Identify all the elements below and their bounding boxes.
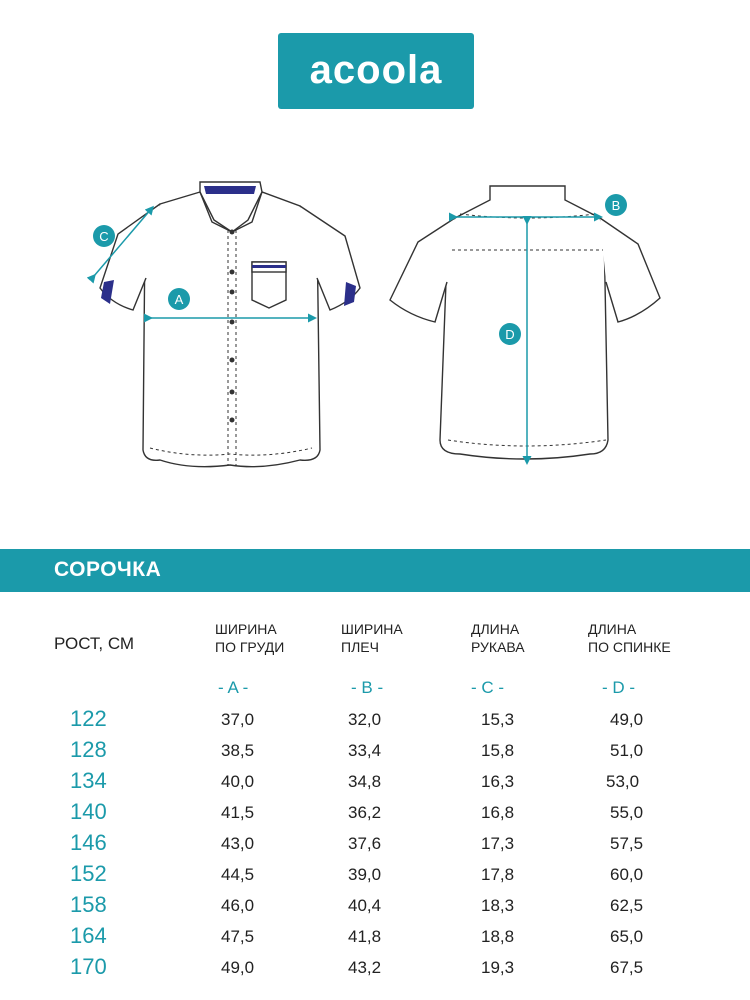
section-title-band bbox=[0, 549, 750, 592]
column-header-a: ШИРИНА ПО ГРУДИ bbox=[215, 621, 285, 655]
row-height: 158 bbox=[70, 892, 107, 917]
cell-d: 55,0 bbox=[610, 803, 644, 822]
cell-b: 36,2 bbox=[348, 803, 382, 822]
column-letter-a: - A - bbox=[218, 678, 249, 697]
column-letter-d: - D - bbox=[602, 678, 636, 697]
cell-a: 38,5 bbox=[221, 741, 255, 760]
cell-c: 17,3 bbox=[481, 834, 515, 853]
cell-a: 37,0 bbox=[221, 710, 255, 729]
section-title: СОРОЧКА bbox=[54, 558, 162, 581]
cell-c: 17,8 bbox=[481, 865, 515, 884]
cell-a: 47,5 bbox=[221, 927, 255, 946]
column-header-d: ДЛИНА ПО СПИНКЕ bbox=[588, 621, 671, 655]
marker-a bbox=[168, 288, 190, 310]
shirt-back-drawing bbox=[390, 186, 660, 459]
cell-b: 43,2 bbox=[348, 958, 382, 977]
cell-b: 33,4 bbox=[348, 741, 382, 760]
cell-c: 15,3 bbox=[481, 710, 515, 729]
cell-b: 32,0 bbox=[348, 710, 382, 729]
row-height: 146 bbox=[70, 830, 107, 855]
brand-logo bbox=[278, 33, 474, 109]
cell-b: 40,4 bbox=[348, 896, 382, 915]
cell-d: 65,0 bbox=[610, 927, 644, 946]
cell-b: 34,8 bbox=[348, 772, 382, 791]
column-header-c: ДЛИНА РУКАВА bbox=[471, 621, 525, 655]
cell-d: 67,5 bbox=[610, 958, 644, 977]
svg-text:B: B bbox=[611, 198, 621, 213]
cell-a: 41,5 bbox=[221, 803, 255, 822]
cell-a: 44,5 bbox=[221, 865, 255, 884]
shirt-front-drawing bbox=[100, 182, 360, 467]
cell-a: 49,0 bbox=[221, 958, 255, 977]
row-height: 152 bbox=[70, 861, 107, 886]
cell-b: 39,0 bbox=[348, 865, 382, 884]
cell-a: 46,0 bbox=[221, 896, 255, 915]
logo-wordmark: acoola bbox=[309, 48, 443, 92]
cell-b: 37,6 bbox=[348, 834, 382, 853]
row-height: 170 bbox=[70, 954, 107, 979]
cell-d: 62,5 bbox=[610, 896, 644, 915]
cell-a: 40,0 bbox=[221, 772, 255, 791]
cell-c: 15,8 bbox=[481, 741, 515, 760]
cell-d: 51,0 bbox=[610, 741, 644, 760]
marker-c bbox=[93, 225, 115, 247]
marker-d bbox=[499, 323, 521, 345]
cell-c: 16,3 bbox=[481, 772, 515, 791]
column-header-b: ШИРИНА ПЛЕЧ bbox=[341, 621, 403, 655]
svg-text:D: D bbox=[505, 327, 515, 342]
row-height: 164 bbox=[70, 923, 107, 948]
cell-c: 19,3 bbox=[481, 958, 515, 977]
cell-d: 57,5 bbox=[610, 834, 644, 853]
cell-d: 49,0 bbox=[610, 710, 644, 729]
cell-c: 16,8 bbox=[481, 803, 515, 822]
svg-text:A: A bbox=[174, 292, 184, 307]
height-column-header: РОСТ, СМ bbox=[54, 634, 135, 653]
cell-b: 41,8 bbox=[348, 927, 382, 946]
cell-c: 18,3 bbox=[481, 896, 515, 915]
row-height: 122 bbox=[70, 706, 107, 731]
row-height: 140 bbox=[70, 799, 107, 824]
svg-text:C: C bbox=[99, 229, 109, 244]
shirt-drawings bbox=[0, 170, 750, 490]
row-height: 134 bbox=[70, 768, 107, 793]
cell-d: 53,0 bbox=[606, 772, 640, 791]
column-letter-b: - B - bbox=[351, 678, 384, 697]
cell-d: 60,0 bbox=[610, 865, 644, 884]
column-letter-c: - C - bbox=[471, 678, 505, 697]
cell-a: 43,0 bbox=[221, 834, 255, 853]
marker-b bbox=[605, 194, 627, 216]
row-height: 128 bbox=[70, 737, 107, 762]
cell-c: 18,8 bbox=[481, 927, 515, 946]
